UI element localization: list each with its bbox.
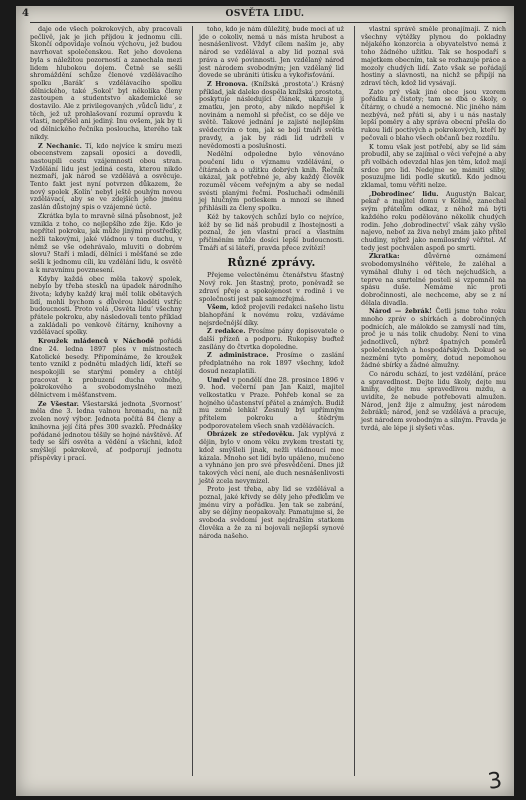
article-text: Prosíme o zaslání předplatného na rok 1897 všechny, kdož dosud nezaplatili. bbox=[199, 351, 344, 375]
article-lead: Z redakce. bbox=[207, 327, 246, 336]
article-text: Nedělní odpoledne bylo věnováno poučení lidu o významu vzdělávání, o čítárnách a o užitku dobrých knih. Řečník ukázal, jak potřebné je, aby každý člověk rozuměl věcem veřejným a aby se nedal svésti planými řečmi. Posluchači odměnili jej hlučným potleskem a mnozí se ihned přihlásili za členy spolku. bbox=[199, 150, 344, 213]
article-lead: Kroužek mládenců v Náchodě bbox=[38, 337, 155, 346]
column-3 bbox=[354, 26, 506, 776]
article-paragraph bbox=[199, 431, 344, 485]
article-text: v pondělí dne 28. prosince 1896 v 9. hod. večerní pan Jan Kaizl, majitel velkostatku v Praze. Pohřeb konal se za hojného účastenství přátel a známých. Budiž mu země lehká! Zesnulý byl upřímným přítelem pokroku a štědrým podporovatelem všech snah vzdělávacích. bbox=[199, 375, 344, 430]
article-text: důvěrné oznámení svobodomyslného věřitele, že zaléhal a vymáhal dluhy i od těch nejchudších, a teprve na smrtelné posteli si vzpomněl na spásu duše. Nemáme nic proti dobročinnosti, ale nechceme, aby se z ní dělala divadla. bbox=[361, 252, 506, 307]
article-text: kdož projevili redakci našeho listu blahopřání k novému roku, vzdáváme nejsrdečnější díky. bbox=[199, 303, 344, 327]
article-paragraph bbox=[361, 253, 506, 307]
article-paragraph bbox=[199, 214, 344, 253]
article-lead: Zkratka: bbox=[369, 252, 400, 261]
article-text: Přejeme velectěnému čtenářstvu šťastný Nový rok. Jen štastný, proto, poněvadž se zdraví přeje a spokojenost v rodině i ve společnosti jest pak samozřejmá. bbox=[199, 271, 344, 303]
article-text: pořádá dne 24. ledna 1897 ples v místnostech Katolické besedy. Připomínáme, že kroužek tento vznikl z podnětu mladých lidí, kteří se nespokojili se starými poměry a chtějí pracovat k probuzení ducha volného, pokrokového a svobodomyslného mezi dělnictvem i měšťanstvem. bbox=[30, 337, 182, 400]
article-paragraph bbox=[361, 144, 506, 190]
page-number: 4 bbox=[22, 8, 29, 19]
section-title: Různé zprávy. bbox=[227, 256, 316, 270]
article-text: Tí, kdo nejvíce k smíru mezi obecenstvem zapsali oposici a dovedli, nastoupili cestu vzájemnosti obou stran. Vzdělání lidu jest jediná cesta, kterou nikdo nezmaří, jak národ se vzdělává a osvěcuje. Tento fakt jest nyní potvrzen důkazem, že nový spolek ‚Kolín‘ nebyl ještě pouhým novou vzdělávací, aby se ve zdejších jeho jménu zaslán důstojný spis o vzájemné úctě. bbox=[30, 141, 182, 212]
article-text: Proto jest třeba, aby lid se vzdělával a poznal, jaké křivdy se děly jeho předkům ve jménu víry a pořádku. Jen tak se zabrání, aby se dějiny neopakovaly. Pamatujme si, že svoboda svědomí jest nejdražším statkem člověka a že za ni bojovali nejlepší synové národa našeho. bbox=[199, 485, 344, 540]
article-paragraph bbox=[30, 213, 182, 275]
column-2 bbox=[192, 26, 344, 776]
article-paragraph bbox=[361, 26, 506, 88]
columns-container bbox=[30, 26, 506, 776]
article-paragraph bbox=[30, 26, 182, 142]
article-paragraph bbox=[361, 371, 506, 433]
article-lead: Z Nechanic. bbox=[38, 141, 82, 150]
article-text: Jak vyplývá z dějin, bylo v onom věku zvykem trestati ty, kdož smýšleli jinak, nežli vládnoucí moc kázala. Mnoho set lidí bylo upáleno, mučeno a vyhnáno jen pro své přesvědčení. Dnes již takových věcí není, ale duch nesnášenlivosti ještě zcela nevymizel. bbox=[199, 430, 344, 485]
article-text: Zkrátka byla to mravně silná působnost, jež vznikla z toho, co nejlepšího zde žije. Kdo je nepřítel pokroku, jak může jinými prostředky, nežli takovými, jaké vládnou v tom duchu, v němž se vše odehrávalo, mluviti o dobrém slovu? Staří i mladí, dělníci i měšťané se zde sešli k jednomu cíli, ku vzdělání lidu, k osvětě a k mravnímu povznesení. bbox=[30, 211, 182, 274]
article-lead: Z administrace. bbox=[207, 351, 269, 360]
handwritten-mark: 3 bbox=[486, 768, 504, 795]
article-paragraph bbox=[361, 191, 506, 253]
article-text: Kdyby každá obec měla takový spolek, nebylo by třeba stesků na úpadek národního života; kdyby každý kraj měl tolik obětavých lidí, mohli bychom s důvěrou hleděti vstříc budoucnosti. Proto volá ‚Osvěta lidu‘ všechny přátele pokroku, aby následovali tento příklad a zakládali po venkově čítárny, knihovny a vzdělávací spolky. bbox=[30, 274, 182, 337]
article-text: toho, kdo je nám důležitý, bude moci ať už jde o cokoliv, nemá u nás místa hrubost a nesnášenlivost. Vždyť cílem naším je, aby národ se vzdělával a aby lid poznal svá práva a své povinnosti. Jen vzdělaný národ jest národem svobodným; jen vzdělaný lid dovede se ubrániti útisku a vykořisťování. bbox=[199, 26, 344, 80]
article-lead: Národ — žebrák! bbox=[369, 307, 432, 316]
article-text: Zato prý však jiné obce jsou vzorem pořádku a čistoty; tam se dbá o školy, o čítárny, o chudé a nemocné. Nic jiného nám nezbývá, než přáti si, aby i u nás nastaly lepší poměry a aby správa obecní přešla do rukou lidí poctivých a pokrokových, kteří by pečovali o blaho všech občanů bez rozdílu. bbox=[361, 87, 506, 142]
article-lead: Z Hronova. bbox=[207, 79, 248, 88]
article-paragraph bbox=[199, 377, 344, 431]
article-paragraph bbox=[30, 276, 182, 338]
newspaper-page bbox=[16, 6, 514, 796]
article-text: Kéž by takových schůzí bylo co nejvíce, kéž by se lid náš probudil z lhostejnosti a poznal, že jen vlastní prací a vlastním přičiněním může dosíci lepší budoucnosti. Tmáři ať si láteří, pravda přece zvítězí! bbox=[199, 212, 344, 252]
article-paragraph bbox=[361, 308, 506, 370]
article-text: Co národu schází, to jest vzdělání, práce a spravedlnost. Dejte lidu školy, dejte mu knihy, dejte mu spravedlivou mzdu, a uvidíte, že nebude potřebovati almužen. Národ, jenž žije z almužny, jest národem žebráků; národ, jenž se vzdělává a pracuje, jest národem svobodným a silným. Pravda je tvrdá, ale lépe ji slyšeti včas. bbox=[361, 369, 506, 432]
article-text: daje ode všech pokrokových, aby pracovali pečlivě, jak je jich příjdou k jednomu cíli. Skončí odpovídaje volnou výchovu, jež budou navrhovat společenskou. Ret jeho dovolena byla s náležitou pozorností a zanechala mezi lidem hlubokou dojem. Četně se sešli shromáždění schůze členové vzdělávacího spolku ‚Barák‘ s vzdělávacího spolku dělnického, také ‚Sokol‘ byl několika členy zastoupen a studentstvo akademické se dostavilo. Ale z privilegovaných ‚vůdců lidu‘, z těch, jež už prohlašovaní rozumí opravdu k vlasti, nepřišel ani jediný. Inu ovšem, jak by ti od dělnického řečníka posloucha, kterého tak nikdy. bbox=[30, 26, 182, 141]
article-paragraph bbox=[30, 338, 182, 400]
article-text: Četli jsme toho roku mnoho zpráv o sbírkách a dobročinných podnicích, ale málokdo se zamyslí nad tím, proč je u nás tolik chudoby. Není to vina jednotlivců, nýbrž špatných poměrů společenských a hospodářských. Dokud se nezmění tyto poměry, dotud nepomohou žádné sbírky a žádné almužny. bbox=[361, 307, 506, 370]
article-text: Augustýn Balcar, pekař a majitel domu v Kolíně, zanechal svým přátelům odkaz, z něhož má býti každého roku podělováno několik chudých rodin. Jeho ‚dobrodinectví‘ však záhy vyšlo najevo, neboť za živa nebyl znám jako přítel chudiny, nýbrž jako nemilosrdný věřitel. Ať tedy jest pochválen aspoň po smrti. bbox=[361, 189, 506, 252]
article-paragraph bbox=[361, 89, 506, 143]
article-paragraph bbox=[199, 26, 344, 80]
article-text: K tomu však jest potřebí, aby se lid sám probudil, aby se zajímal o věci veřejné a aby při volbách odevzdal hlas jen těm, kdož mají srdce pro lid. Nedejme se mámiti sliby, posuzujme lidi podle skutků. Kdo jednou zklamal, tomu věřiti nelze. bbox=[361, 142, 506, 190]
article-lead: Ze Všestar. bbox=[38, 399, 79, 408]
article-text: (Knížská ‚prostota‘.) Krásný příklad, jak daleko dospěla knížská prostota, poskytuje následující článek, ukazuje jí zmatku, jen proto, aby nikdo nepřišel k novinám a nemohl si přečíst, co se děje ve světě. Takové jednání je zajisté nejlepším svědectvím o tom, jak se bojí tmáři světla pravdy, a jak by rádi lid udrželi v nevědomosti a poslušnosti. bbox=[199, 79, 344, 150]
article-paragraph bbox=[199, 328, 344, 351]
header-rule bbox=[30, 22, 506, 23]
article-paragraph bbox=[199, 352, 344, 375]
article-text: Všestarská jednota ‚Svornost‘ měla dne 3. ledna valnou hromadu, na níž zvolen nový výbor. Jednota počítá 84 členy a knihovna její čítá přes 300 svazků. Přednášky pořádané jednotou těšily se hojné návštěvě. Ať tedy se šíří osvěta a vědění a všichni, kdož smýšlejí pokrokově, ať podporují jednotu příspěvky i prací. bbox=[30, 399, 182, 462]
article-paragraph bbox=[199, 486, 344, 540]
article-lead: ‚Dobrodinec‘ lidu. bbox=[369, 189, 439, 198]
column-1 bbox=[30, 26, 182, 776]
article-paragraph bbox=[199, 304, 344, 327]
article-lead: Všem, bbox=[207, 303, 229, 312]
article-paragraph bbox=[199, 151, 344, 213]
article-paragraph bbox=[30, 401, 182, 463]
article-paragraph bbox=[30, 143, 182, 212]
article-lead: Umřel bbox=[207, 375, 230, 384]
article-text: Prosíme pány dopisovatele o další přízeň a podporu. Rukopisy buďtež zasílány do čtvrtka dopoledne. bbox=[199, 327, 344, 351]
article-lead: Obrázek ze středověku. bbox=[207, 430, 295, 439]
article-paragraph bbox=[199, 81, 344, 150]
article-paragraph bbox=[199, 272, 344, 303]
page-title: OSVĚTA LIDU. bbox=[225, 9, 305, 19]
article-text: vlastní správě směle pronajímají. Z nich všechny výtěžky plynou do pokladny nějakého konzorcia a obyvatelstvo nemá z toho žádného užitku. Tak se hospodaří s majetkem obecním, tak se rozhazuje práce a mozoly chudých lidí. Zato však se pořádají hostiny a slavnosti, na nichž se připíjí na zdraví těch, kdož lid vysávají. bbox=[361, 26, 506, 87]
